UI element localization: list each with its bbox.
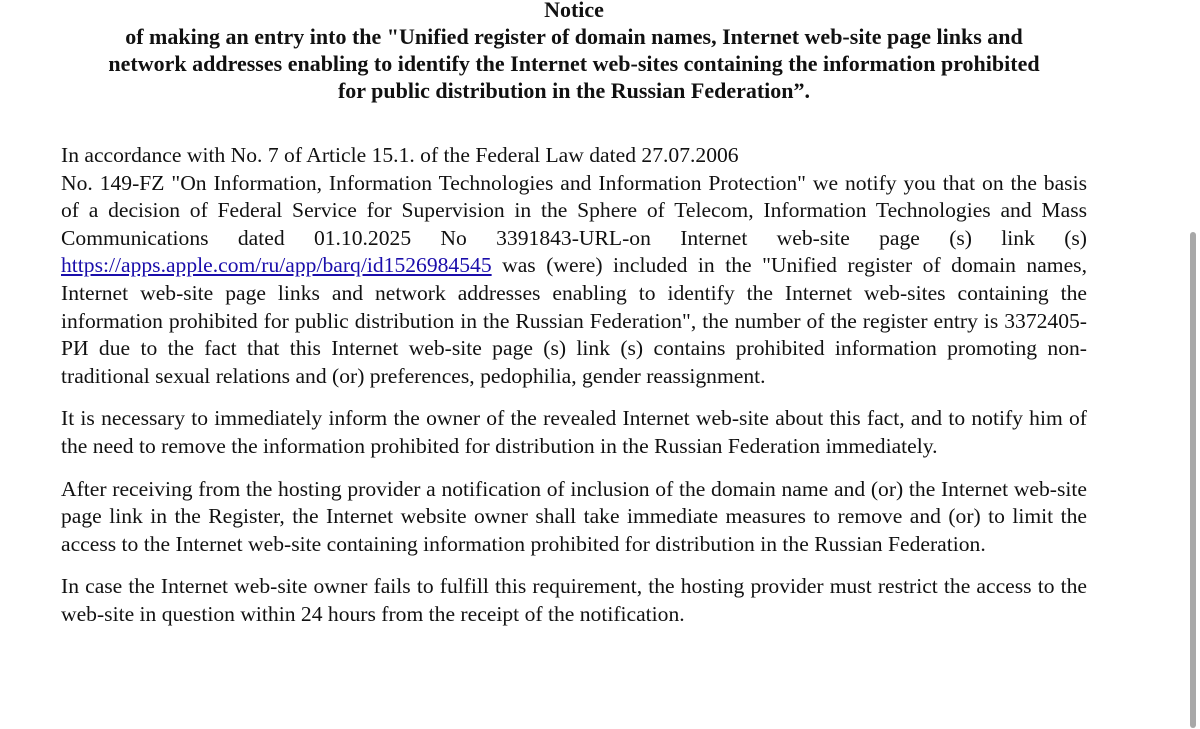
paragraph-legal-basis-text: No. 149-FZ "On Information, Information Technologies and Information Protection" we notify you that on the basis of a decision of Federal Service for Supervision in the Sphere of Telecom, Information Technologies and Mass Communications dated 01.10.2025 No 3391843-URL-on Internet web-site page (s) link (s) [61, 170, 1087, 250]
paragraph-owner-measures: After receiving from the hosting provider a notification of inclusion of the domain name and (or) the Internet web-site page link in the Register, the Internet website owner shall take immediate measures to remove and (or) to limit the access to the Internet web-site containing information prohibited for distribution in the Russian Federation. [61, 476, 1087, 556]
vertical-scrollbar[interactable] [1184, 0, 1200, 729]
paragraph-legal-basis-continuation: was (were) included in the "Unified register of domain names, Internet web-site page links and network addresses enabling to identify the Internet web-sites containing the information prohibited for public distribution in the Russian Federation", the number of the register entry is 3372405-РИ due to the fact that this Internet web-site page (s) link (s) contains prohibited information promoting non-traditional sexual relations and (or) preferences, pedophilia, gender reassignment. [61, 253, 1087, 388]
paragraph-hosting-restriction: In case the Internet web-site owner fails to fulfill this requirement, the hosting provider must restrict the access to the web-site in question within 24 hours from the receipt of the notification. [61, 574, 1087, 626]
notice-subtitle-line-1: of making an entry into the "Unified register of domain names, Internet web-site page links and [125, 24, 1023, 49]
notice-body [61, 142, 1087, 644]
paragraph-legal-basis-first-line: In accordance with No. 7 of Article 15.1. of the Federal Law dated 27.07.2006 [61, 143, 739, 167]
paragraph-legal-basis [61, 142, 1087, 390]
paragraph-inform-owner: It is necessary to immediately inform the owner of the revealed Internet web-site about this fact, and to notify him of the need to remove the information prohibited for distribution in the Russian Federation immediately. [61, 406, 1087, 458]
scrollbar-thumb[interactable] [1190, 232, 1196, 728]
notice-title: Notice [544, 0, 604, 22]
notice-subtitle-line-3: for public distribution in the Russian Federation”. [337, 78, 811, 103]
notice-heading [60, 0, 1088, 104]
notice-subtitle-line-2: network addresses enabling to identify the Internet web-sites containing the information prohibited [108, 51, 1040, 76]
app-store-link[interactable]: https://apps.apple.com/ru/app/barq/id1526984545 [61, 253, 492, 278]
